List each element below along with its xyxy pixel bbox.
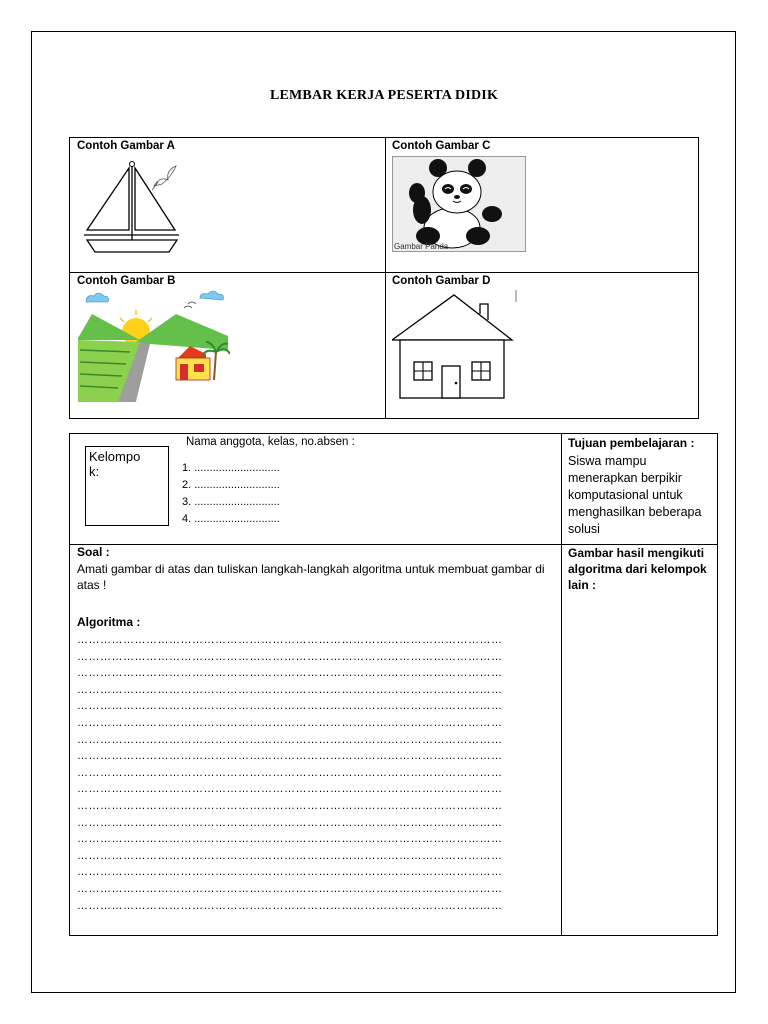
answer-line[interactable]: ………………………………………………………………………………………………… (77, 899, 503, 912)
member-line[interactable]: 3. ............................ (182, 496, 280, 508)
algorithm-title: Algoritma : (77, 615, 141, 629)
answer-line[interactable]: ………………………………………………………………………………………………… (77, 634, 503, 646)
answer-line[interactable]: ………………………………………………………………………………………………… (77, 650, 503, 663)
member-line[interactable]: 4. ............................ (182, 513, 280, 525)
objective-title: Tujuan pembelajaran : (568, 436, 695, 450)
question-title: Soal : (77, 545, 110, 559)
algorithm-answer-lines (77, 632, 555, 914)
answer-line[interactable]: ………………………………………………………………………………………………… (77, 750, 503, 763)
example-pictures-table (69, 137, 699, 419)
answer-line[interactable]: ………………………………………………………………………………………………… (77, 833, 503, 846)
members-list (182, 460, 280, 528)
answer-line[interactable]: ………………………………………………………………………………………………… (77, 733, 503, 746)
answer-line[interactable]: ………………………………………………………………………………………………… (77, 866, 503, 879)
table-divider (385, 138, 386, 418)
member-line[interactable]: 2. ............................ (182, 479, 280, 491)
answer-line[interactable]: ………………………………………………………………………………………………… (77, 849, 503, 862)
table-divider (70, 272, 698, 273)
house-image (392, 290, 518, 402)
table-divider (561, 434, 562, 935)
answer-line[interactable]: ………………………………………………………………………………………………… (77, 816, 503, 829)
panda-caption: Gambar Panda (394, 242, 449, 251)
members-title: Nama anggota, kelas, no.absen : (186, 436, 355, 448)
answer-line[interactable]: ………………………………………………………………………………………………… (77, 683, 503, 696)
answer-line[interactable]: ………………………………………………………………………………………………… (77, 766, 503, 779)
label-gambar-c: Contoh Gambar C (392, 140, 491, 152)
label-gambar-a: Contoh Gambar A (77, 140, 175, 152)
answer-line[interactable]: ………………………………………………………………………………………………… (77, 799, 503, 812)
member-line[interactable]: 1. ............................ (182, 462, 280, 474)
objective-text: Siswa mampu menerapkan berpikir komputasional untuk menghasilkan beberapa solusi (568, 454, 702, 536)
worksheet-table (69, 433, 718, 936)
answer-line[interactable]: ………………………………………………………………………………………………… (77, 716, 503, 729)
answer-line[interactable]: ………………………………………………………………………………………………… (77, 667, 503, 680)
label-gambar-d: Contoh Gambar D (392, 275, 491, 287)
answer-line[interactable]: ………………………………………………………………………………………………… (77, 700, 503, 713)
answer-line[interactable]: ………………………………………………………………………………………………… (77, 882, 503, 895)
result-drawing-title: Gambar hasil mengikuti algoritma dari kelompok lain : (568, 546, 707, 592)
page-title: LEMBAR KERJA PESERTA DIDIK (269, 88, 499, 103)
landscape-image (78, 290, 230, 402)
group-label: Kelompok: (89, 449, 141, 479)
answer-line[interactable]: ………………………………………………………………………………………………… (77, 783, 503, 796)
sailboat-image (82, 158, 192, 260)
label-gambar-b: Contoh Gambar B (77, 275, 176, 287)
panda-image (392, 156, 526, 252)
question-text: Amati gambar di atas dan tuliskan langkah-langkah algoritma untuk membuat gambar di atas ! (77, 562, 545, 592)
